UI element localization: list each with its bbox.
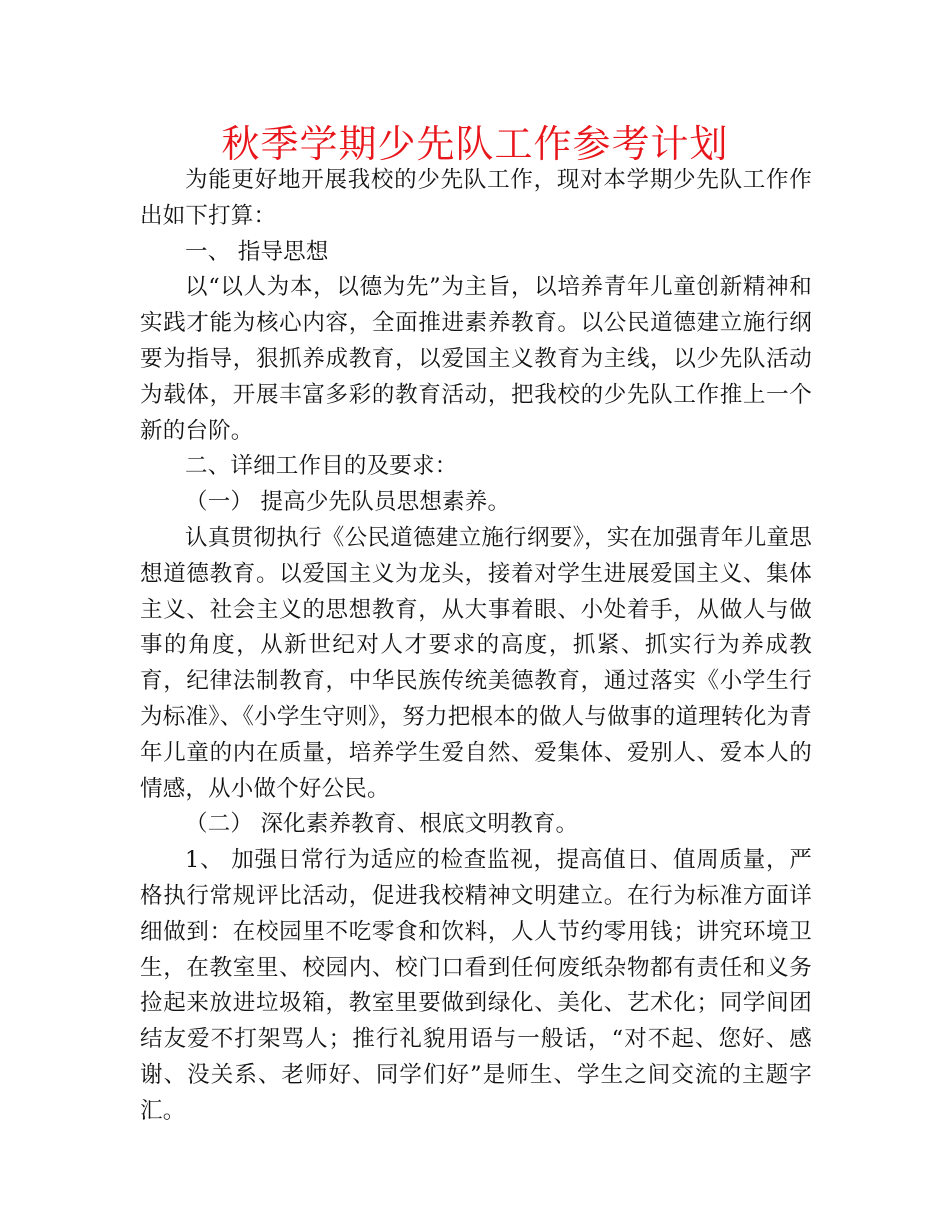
document-title: 秋季学期少先队工作参考计划	[221, 122, 729, 166]
intro-paragraph: 为能更好地开展我校的少先队工作，现对本学期少先队工作作出如下打算：	[140, 167, 812, 229]
ideological-education-paragraph: 认真贯彻执行《公民道德建立施行纲要》，实在加强青年儿童思想道德教育。以爱国主义为龙头，接着对学生进展爱国主义、集体主义、社会主义的思想教育，从大事着眼、小处着手，从做人与做事的角度，从新世纪对人才要求的高度，抓紧、抓实行为养成教育，纪律法制教育，中华民族传统美德教育，通过落实《小学生行为标准》、《小学生守则》，努力把根本的做人与做事的道理转化为青年儿童的内在质量，培养学生爱自然、爱集体、爱别人、爱本人的情感，从小做个好公民。	[140, 524, 812, 802]
subsection-heading-1: （一） 提高少先队员思想素养。	[185, 489, 511, 516]
subsection-heading-2: （二） 深化素养教育、根底文明教育。	[185, 811, 579, 838]
section-heading-guiding-ideology: 一、 指导思想	[185, 238, 329, 265]
guiding-ideology-paragraph: 以“以人为本，以德为先”为主旨，以培养青年儿童创新精神和实践才能为核心内容，全面推进素养教育。以公民道德建立施行纲要为指导，狠抓养成教育，以爱国主义教育为主线，以少先队活动为载体，开展丰富多彩的教育活动，把我校的少先队工作推上一个新的台阶。	[140, 274, 812, 444]
document-body	[140, 163, 812, 1130]
daily-behavior-paragraph: 1、 加强日常行为适应的检查监视，提高值日、值周质量，严格执行常规评比活动，促进我校精神文明建立。在行为标准方面详细做到：在校园里不吃零食和饮料，人人节约零用钱；讲究环境卫生，在教室里、校园内、校门口看到任何废纸杂物都有责任和义务捡起来放进垃圾箱，教室里要做到绿化、美化、艺术化；同学间团结友爱不打架骂人；推行礼貌用语与一般话，“对不起、您好、感谢、没关系、老师好、同学们好”是师生、学生之间交流的主题字汇。	[140, 847, 812, 1124]
section-heading-work-goals: 二、详细工作目的及要求：	[185, 453, 458, 480]
